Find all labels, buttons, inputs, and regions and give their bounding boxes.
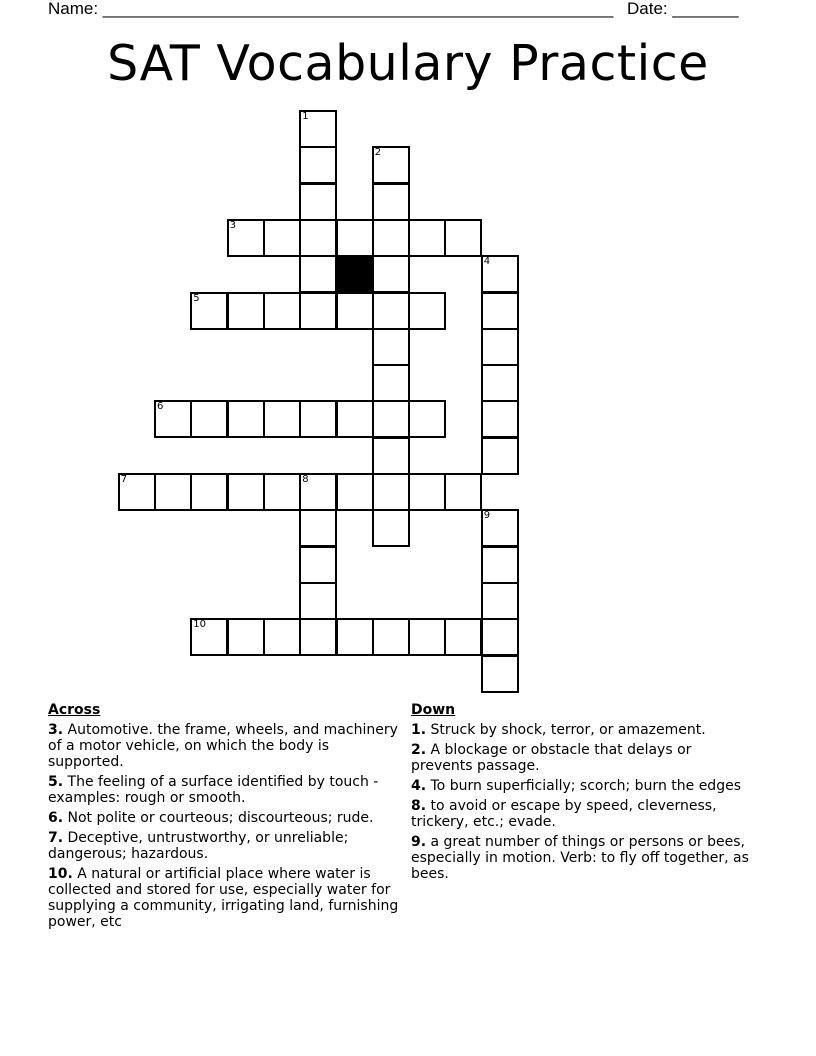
crossword-cell[interactable] <box>299 473 337 511</box>
clue-text: a great number of things or persons or bees, especially in motion. Verb: to fly off together, as bees. <box>411 834 749 882</box>
clue-number: 3 <box>229 219 236 231</box>
crossword-cell[interactable] <box>481 618 519 656</box>
across-clue <box>48 866 403 930</box>
clue-number-label: 7. <box>48 830 64 846</box>
clue-number: 9 <box>483 510 491 522</box>
name-field-label[interactable]: Name: ______________________________________________________ <box>48 0 614 18</box>
crossword-cell[interactable] <box>118 473 156 511</box>
crossword-cell[interactable] <box>481 655 519 693</box>
clue-number: 2 <box>374 147 382 159</box>
clue-number-label: 3. <box>48 722 64 738</box>
clue-number: 4 <box>483 256 491 268</box>
crossword-cell[interactable] <box>372 219 410 257</box>
crossword-cell[interactable] <box>481 292 519 330</box>
clue-number-label: 8. <box>411 798 427 814</box>
clue-number: 7 <box>120 474 128 485</box>
crossword-cell[interactable] <box>408 292 446 330</box>
clue-number-label: 1. <box>411 722 427 738</box>
crossword-cell[interactable] <box>444 618 482 656</box>
crossword-cell[interactable] <box>299 618 337 656</box>
crossword-cell[interactable] <box>372 437 410 475</box>
crossword-cell[interactable] <box>372 292 410 330</box>
page-title: SAT Vocabulary Practice <box>107 35 709 92</box>
across-heading: Across <box>48 702 101 718</box>
clue-number-label: 9. <box>411 834 427 850</box>
crossword-cell[interactable] <box>190 400 228 438</box>
crossword-cell[interactable] <box>408 473 446 511</box>
crossword-cell[interactable] <box>481 255 519 293</box>
across-clues <box>48 702 403 934</box>
crossword-cell[interactable] <box>190 473 228 511</box>
crossword-cell[interactable] <box>263 219 301 257</box>
crossword-cell[interactable] <box>299 255 337 293</box>
crossword-cell[interactable] <box>372 146 410 184</box>
clue-number-label: 6. <box>48 810 64 826</box>
crossword-cell[interactable] <box>372 473 410 511</box>
clue-text: to avoid or escape by speed, cleverness, trickery, etc.; evade. <box>411 798 717 830</box>
down-clue <box>411 722 756 738</box>
crossword-cell[interactable] <box>408 400 446 438</box>
across-clue <box>48 810 403 826</box>
crossword-cell[interactable] <box>190 618 228 656</box>
crossword-cell[interactable] <box>299 400 337 438</box>
crossword-cell[interactable] <box>299 219 337 257</box>
clue-number: 6 <box>157 401 164 413</box>
clue-number: 5 <box>193 292 200 304</box>
across-clue <box>48 774 403 806</box>
clue-text: A blockage or obstacle that delays or prevents passage. <box>411 742 692 774</box>
crossword-cell[interactable] <box>227 618 265 656</box>
crossword-cell[interactable] <box>227 219 265 257</box>
clue-number: 10 <box>193 619 207 631</box>
down-clue <box>411 798 756 830</box>
crossword-cell[interactable] <box>372 364 410 402</box>
crossword-cell[interactable] <box>481 328 519 366</box>
crossword-black-cell <box>336 255 374 293</box>
crossword-cell[interactable] <box>372 255 410 293</box>
crossword-cell[interactable] <box>481 509 519 547</box>
crossword-cell[interactable] <box>336 473 374 511</box>
crossword-cell[interactable] <box>408 219 446 257</box>
crossword-cell[interactable] <box>372 400 410 438</box>
across-clue-list <box>48 722 403 930</box>
crossword-cell[interactable] <box>263 473 301 511</box>
crossword-cell[interactable] <box>263 618 301 656</box>
down-clue-list <box>411 722 756 882</box>
clue-number-label: 10. <box>48 866 73 882</box>
crossword-cell[interactable] <box>372 183 410 221</box>
crossword-cell[interactable] <box>227 292 265 330</box>
clue-number-label: 5. <box>48 774 64 790</box>
down-clue <box>411 778 756 794</box>
clue-number: 1 <box>302 111 309 122</box>
crossword-cell[interactable] <box>336 400 374 438</box>
down-clue <box>411 834 756 882</box>
crossword-cell[interactable] <box>408 618 446 656</box>
crossword-cell[interactable] <box>372 509 410 547</box>
crossword-cell[interactable] <box>372 618 410 656</box>
crossword-cell[interactable] <box>336 219 374 257</box>
clue-text: Not polite or courteous; discourteous; rude. <box>63 810 374 826</box>
down-clues <box>411 702 756 886</box>
crossword-cell[interactable] <box>481 364 519 402</box>
crossword-cell[interactable] <box>263 292 301 330</box>
clue-number-label: 4. <box>411 778 427 794</box>
across-clue <box>48 830 403 862</box>
crossword-cell[interactable] <box>372 328 410 366</box>
crossword-cell[interactable] <box>154 400 192 438</box>
crossword-cell[interactable] <box>299 110 337 148</box>
clue-text: The feeling of a surface identified by touch - examples: rough or smooth. <box>48 774 379 806</box>
crossword-cell[interactable] <box>336 292 374 330</box>
crossword-cell[interactable] <box>481 437 519 475</box>
crossword-cell[interactable] <box>299 582 337 620</box>
down-clue <box>411 742 756 774</box>
crossword-cell[interactable] <box>481 546 519 584</box>
crossword-cell[interactable] <box>481 400 519 438</box>
crossword-cell[interactable] <box>481 582 519 620</box>
crossword-cell[interactable] <box>154 473 192 511</box>
crossword-cell[interactable] <box>190 292 228 330</box>
crossword-cell[interactable] <box>263 400 301 438</box>
crossword-cell[interactable] <box>227 473 265 511</box>
clue-text: A natural or artificial place where water is collected and stored for use, especially water for supplying a community, irrigating land, furnishing power, etc <box>48 866 399 930</box>
down-heading: Down <box>411 702 456 718</box>
crossword-cell[interactable] <box>336 618 374 656</box>
clue-text: Automotive. the frame, wheels, and machinery of a motor vehicle, on which the body is supported. <box>48 722 398 770</box>
across-clue <box>48 722 403 770</box>
crossword-cell[interactable] <box>299 292 337 330</box>
crossword-cell[interactable] <box>444 219 482 257</box>
crossword-cell[interactable] <box>227 400 265 438</box>
crossword-cell[interactable] <box>299 146 337 184</box>
crossword-cell[interactable] <box>299 509 337 547</box>
clue-text: Struck by shock, terror, or amazement. <box>426 722 706 738</box>
crossword-cell[interactable] <box>299 183 337 221</box>
clue-number: 8 <box>302 474 309 485</box>
clue-text: Deceptive, untrustworthy, or unreliable; dangerous; hazardous. <box>48 830 349 862</box>
clue-text: To burn superficially; scorch; burn the edges <box>426 778 741 794</box>
crossword-cell[interactable] <box>299 546 337 584</box>
crossword-cell[interactable] <box>444 473 482 511</box>
date-field-label[interactable]: Date: _______ <box>627 0 739 18</box>
clue-number-label: 2. <box>411 742 427 758</box>
